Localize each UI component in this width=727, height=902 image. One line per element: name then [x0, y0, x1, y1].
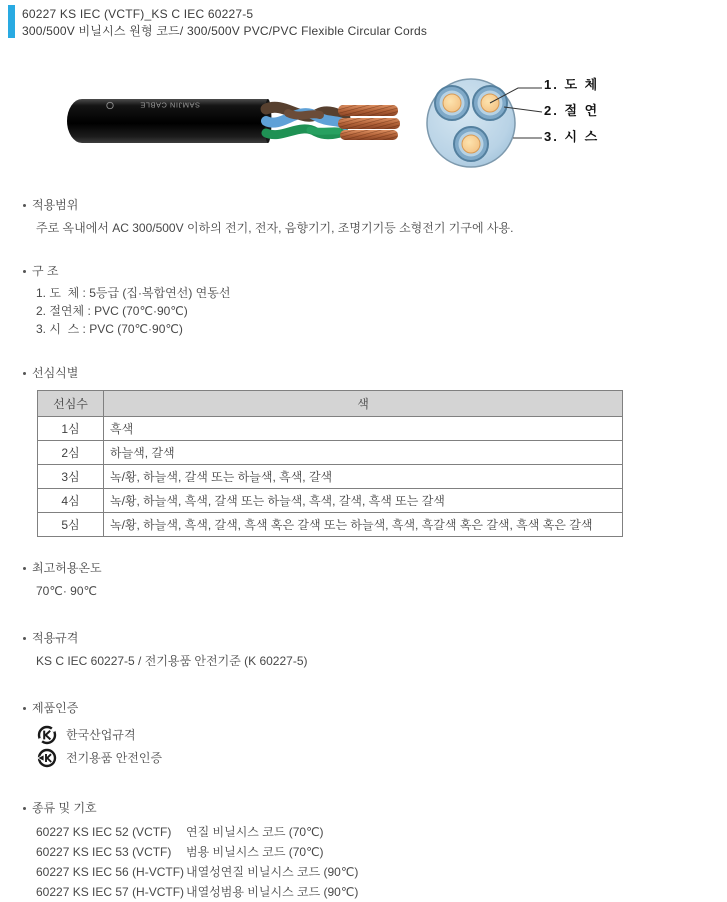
cert-item-kc	[37, 746, 727, 769]
type-code: 60227 KS IEC 53 (VCTF)	[36, 845, 172, 859]
cert-label-ks: 한국산업규격	[66, 728, 136, 742]
cell-core-count: 5심	[38, 513, 104, 537]
col-header-color: 색	[104, 391, 623, 417]
structure-item-sheath: 3. 시 스 : PVC (70℃·90℃)	[36, 322, 183, 336]
section-standards-body: KS C IEC 60227-5 / 전기용품 안전기준 (K 60227-5)	[36, 654, 308, 668]
page-title-line2: 300/500V 비닐시스 원형 코드/ 300/500V PVC/PVC Flexible Circular Cords	[22, 24, 428, 38]
section-core-identification	[22, 366, 727, 537]
cell-core-count: 4심	[38, 489, 104, 513]
cell-colors: 흑색	[104, 417, 623, 441]
header-accent-bar	[8, 5, 15, 38]
cross-section-label-sheath: 3. 시 스	[544, 129, 600, 144]
cell-colors: 하늘색, 갈색	[104, 441, 623, 465]
section-max-temperature	[22, 561, 727, 599]
type-code: 60227 KS IEC 52 (VCTF)	[36, 825, 172, 839]
section-standards	[22, 631, 727, 669]
section-certification	[22, 701, 727, 769]
section-scope-body: 주로 옥내에서 AC 300/500V 이하의 전기, 전자, 음향기기, 조명기기등 소형전기 기구에 사용.	[36, 221, 514, 235]
section-max-temp-body: 70℃· 90℃	[36, 584, 97, 598]
section-standards-title: 적용규격	[22, 631, 727, 646]
type-row	[36, 822, 727, 842]
structure-list	[22, 284, 727, 338]
product-figure	[0, 40, 727, 192]
section-max-temp-title: 최고허용온도	[22, 561, 727, 576]
table-row	[38, 513, 623, 537]
twisted-wires	[266, 107, 345, 135]
table-row	[38, 465, 623, 489]
cert-label-kc: 전기용품 안전인증	[66, 751, 163, 765]
cell-core-count: 2심	[38, 441, 104, 465]
section-types	[22, 801, 727, 902]
section-scope-title: 적용범위	[22, 198, 727, 213]
cross-section-label-conductor: 1. 도 체	[544, 77, 600, 92]
section-types-title: 종류 및 기호	[22, 801, 727, 816]
cell-colors: 녹/황, 하늘색, 흑색, 갈색 또는 하늘색, 흑색, 갈색, 흑색 또는 갈색	[104, 489, 623, 513]
section-certification-title: 제품인증	[22, 701, 727, 716]
page-header	[0, 0, 727, 40]
section-scope	[22, 198, 727, 236]
type-desc: 범용 비닐시스 코드 (70℃)	[186, 845, 324, 859]
type-desc: 연질 비닐시스 코드 (70℃)	[186, 825, 324, 839]
table-row	[38, 417, 623, 441]
section-structure-title: 구 조	[22, 264, 727, 279]
copper-conductors	[338, 105, 400, 140]
page-title-line1: 60227 KS IEC (VCTF)_KS C IEC 60227-5	[22, 7, 254, 21]
cell-colors: 녹/황, 하늘색, 흑색, 갈색, 흑색 혹은 갈색 또는 하늘색, 흑색, 흑갈색 혹은 갈색, 흑색 혹은 갈색	[104, 513, 623, 537]
types-list	[22, 822, 727, 902]
cell-core-count: 3심	[38, 465, 104, 489]
type-desc: 내열성범용 비닐시스 코드 (90℃)	[186, 885, 359, 899]
type-desc: 내열성연질 비닐시스 코드 (90℃)	[186, 865, 359, 879]
core-color-table	[37, 390, 623, 537]
structure-item-conductor: 1. 도 체 : 5등급 (집·복합연선) 연동선	[36, 286, 231, 300]
table-row	[38, 489, 623, 513]
type-row	[36, 862, 727, 882]
table-row	[38, 441, 623, 465]
cable-brand-text: SAMJIN CABLE	[139, 100, 200, 110]
structure-item-insulation: 2. 절연체 : PVC (70℃·90℃)	[36, 304, 188, 318]
cross-section-label-insulation: 2. 절 연	[544, 103, 600, 118]
table-header-row	[38, 391, 623, 417]
col-header-core-count: 선심수	[38, 391, 104, 417]
section-structure	[22, 264, 727, 338]
certification-list	[22, 723, 727, 769]
cert-item-ks	[37, 723, 727, 746]
kc-safety-mark-icon	[37, 748, 57, 768]
cell-core-count: 1심	[38, 417, 104, 441]
ks-mark-icon	[37, 725, 57, 745]
type-row	[36, 842, 727, 862]
type-row	[36, 882, 727, 902]
cable-photo	[62, 92, 402, 150]
type-code: 60227 KS IEC 57 (H-VCTF)	[36, 885, 185, 899]
cable-cross-section	[424, 74, 544, 174]
cell-colors: 녹/황, 하늘색, 갈색 또는 하늘색, 흑색, 갈색	[104, 465, 623, 489]
type-code: 60227 KS IEC 56 (H-VCTF)	[36, 865, 185, 879]
section-core-id-title: 선심식별	[22, 366, 727, 381]
